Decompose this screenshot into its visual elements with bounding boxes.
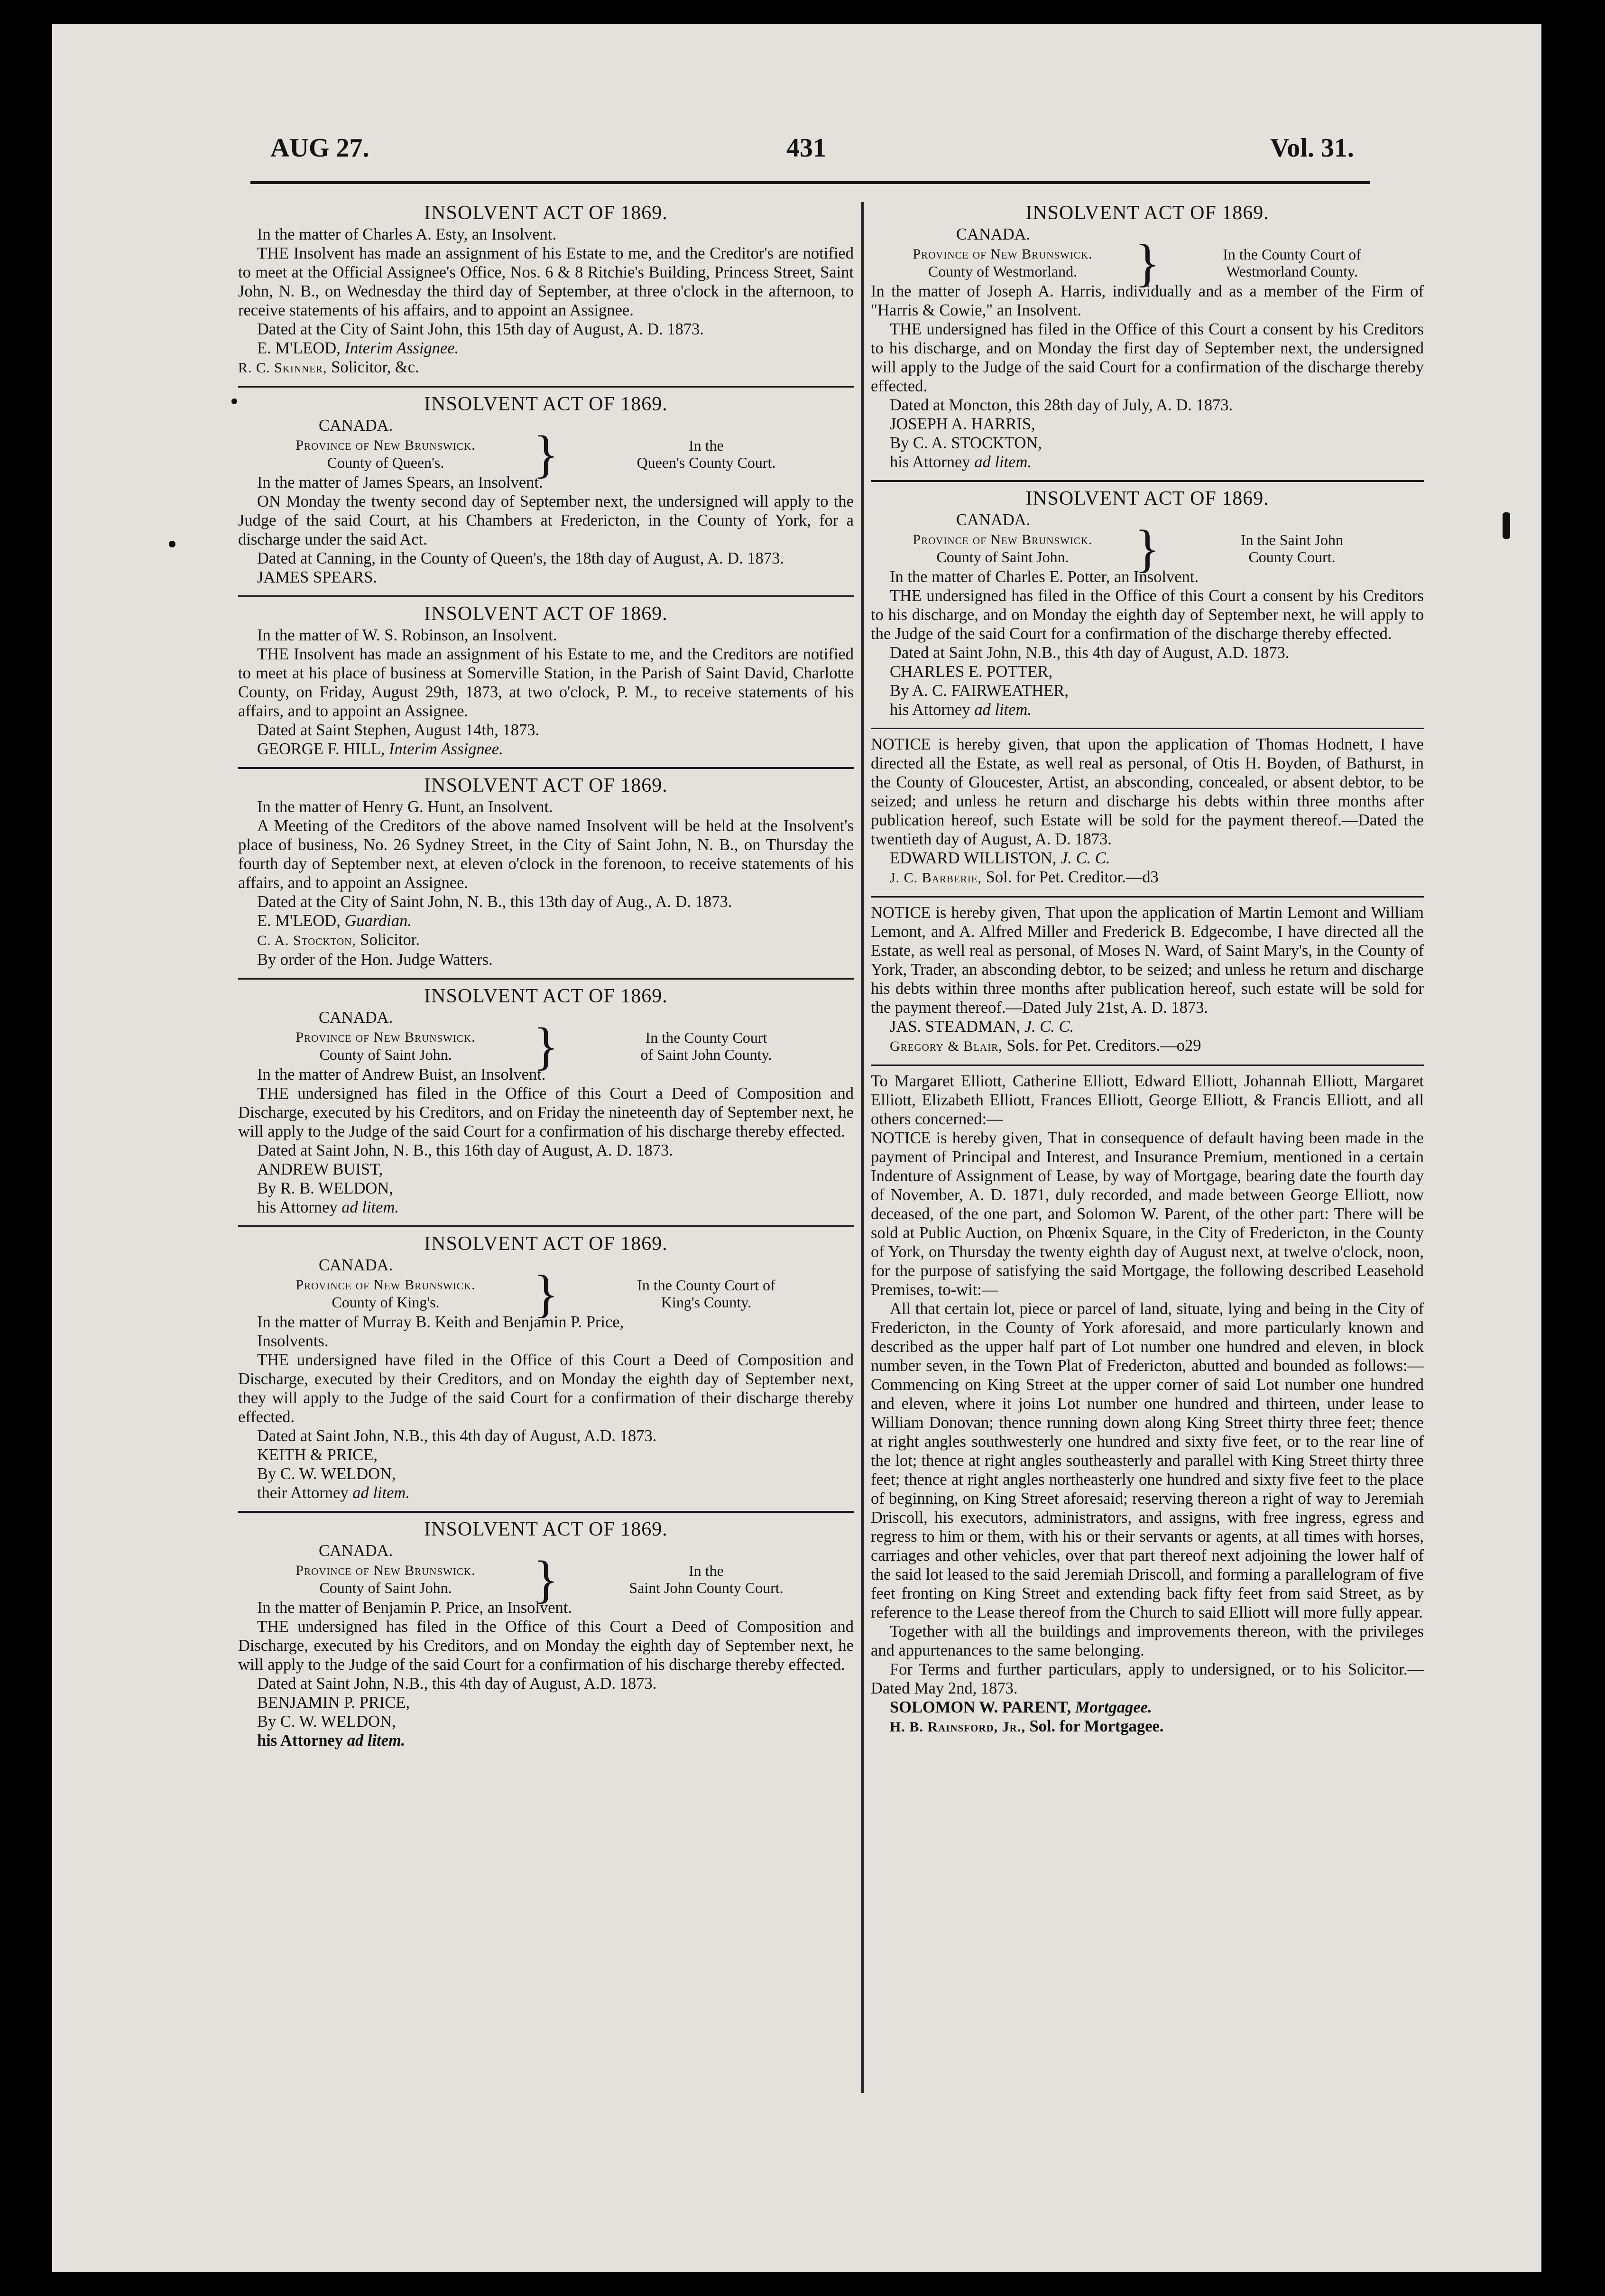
- notice-canada: CANADA.: [956, 225, 1031, 243]
- attorney-label: his Attorney: [890, 701, 970, 719]
- notice-title: INSOLVENT ACT OF 1869.: [424, 202, 668, 224]
- notice-matter: In the matter of Henry G. Hunt, an Insolvent.: [257, 798, 553, 816]
- signer-name: GEORGE F. HILL,: [257, 740, 385, 758]
- ink-speck: [231, 398, 237, 404]
- notice-matter: In the matter of W. S. Robinson, an Insolvent.: [257, 626, 557, 644]
- notice-body: NOTICE is hereby given, that upon the application of Thomas Hodnett, I have directed all the Estate, as well real as personal, of Otis H. Boyden, of Bathurst, in the County of Gloucester, Artist, an absconding, concealed, or absent debtor, to be seized; and unless he return and discharge his debts within three months after publication hereof, such Estate will be sold for the payment thereof.—Dated the twentieth day of August, A. D. 1873.: [871, 735, 1424, 848]
- notice-solicitor: [238, 930, 854, 950]
- notice-body: THE Insolvent has made an assignment of his Estate to me, and the Creditors are notified to meet at his place of business at Somerville Station, in the Parish of Saint David, Charlotte County, on Friday, August 29th, 1873, at two o'clock, P. M., to receive statements of his affairs, and to appoint an Assignee.: [238, 645, 854, 720]
- notice-signature: JOSEPH A. HARRIS,: [890, 415, 1035, 433]
- notice-canada: CANADA.: [319, 1256, 393, 1274]
- court-label: In the County Court of: [637, 1277, 775, 1294]
- notice-body: THE undersigned has filed in the Office of this Court a Deed of Composition and Discharge, executed by his Creditors, and on Friday the nineteenth day of September next, he will apply to the Judge of the said Court for a confirmation of his discharge thereby effected.: [238, 1084, 854, 1140]
- notice-matter: In the matter of Benjamin P. Price, an Insolvent.: [257, 1599, 572, 1617]
- signer-name: E. M'LEOD,: [257, 912, 341, 930]
- solicitor-name: J. C. Barberie,: [890, 870, 982, 886]
- notice-body: THE undersigned have filed in the Office of this Court a Deed of Composition and Discharge, executed by their Creditors, and on Monday the eighth day of September next, they will apply to the Judge of the said Court for a confirmation of their discharge thereby effected.: [238, 1351, 854, 1426]
- signer-role: Interim Assignee.: [389, 740, 503, 758]
- notice-esty: [238, 202, 854, 378]
- notice-dated: Dated at Saint John, N.B., this 4th day of August, A.D. 1873.: [257, 1675, 657, 1693]
- signer-name: JAS. STEADMAN,: [890, 1018, 1021, 1036]
- notice-separator: [238, 386, 854, 388]
- brace-glyph: }: [533, 1265, 559, 1323]
- notice-dated: Dated at Saint Stephen, August 14th, 1873.: [257, 721, 540, 739]
- notice-attorney: [238, 1731, 854, 1750]
- notice-matter: In the matter of James Spears, an Insolvent.: [257, 473, 543, 491]
- notice-spears: [238, 393, 854, 587]
- brace-glyph: }: [1135, 234, 1160, 292]
- county-label: County of Queen's.: [327, 454, 444, 471]
- notice-body: THE Insolvent has made an assignment of his Estate to me, and the Creditor's are notified to meet at the Official Assignee's Office, Nos. 6 & 8 Ritchie's Building, Princess Street, Saint John, N. B., on Wednesday the third day of September, at three o'clock in the afternoon, to receive statements of his affairs, and to appoint an Assignee.: [238, 244, 854, 319]
- page-date: AUG 27.: [270, 133, 369, 163]
- signer-role: J. C. C.: [1060, 849, 1110, 867]
- solicitor-name: H. B. Rainsford, Jr.,: [890, 1719, 1025, 1735]
- notice-attorney: [238, 1198, 854, 1217]
- notice-matter: In the matter of Andrew Buist, an Insolvent.: [257, 1065, 546, 1083]
- notice-canada: CANADA.: [319, 1542, 393, 1560]
- right-column: [871, 202, 1424, 1737]
- county-label: County of Saint John.: [319, 1046, 452, 1063]
- ad-litem: ad litem.: [974, 453, 1032, 471]
- notice-title: INSOLVENT ACT OF 1869.: [1025, 202, 1269, 224]
- notice-signature: [871, 849, 1424, 868]
- court-label: In the: [689, 437, 724, 454]
- brace-glyph: }: [533, 425, 559, 483]
- county-label: County of Saint John.: [319, 1579, 452, 1596]
- notice-attorney: [238, 1483, 854, 1502]
- notice-body: A Meeting of the Creditors of the above named Insolvent will be held at the Insolvent's place of business, No. 26 Sydney Street, in the City of Saint John, N. B., on Thursday the fourth day of September next, at eleven o'clock in the forenoon, to receive statements of his affairs, and to appoint an Assignee.: [238, 817, 854, 892]
- ad-litem: ad litem.: [974, 701, 1032, 719]
- solicitor-role: Solicitor.: [360, 931, 420, 949]
- notice-keith-price: [238, 1233, 854, 1502]
- notice-dated: Dated at Saint John, N.B., this 4th day of August, A.D. 1873.: [890, 644, 1290, 662]
- notice-harris: [871, 202, 1424, 472]
- solicitor-name: R. C. Skinner,: [238, 360, 327, 376]
- notice-matter: In the matter of Charles A. Esty, an Insolvent.: [257, 225, 557, 243]
- header-rule: [250, 181, 1370, 184]
- province-label: Province of New Brunswick.: [913, 532, 1093, 547]
- province-label: Province of New Brunswick.: [295, 1563, 476, 1578]
- notice-body: THE undersigned has filed in the Office of this Court a consent by his Creditors to his discharge, and on Monday the eighth day of September next, he will apply to the Judge of the said Court for a confirmation of the discharge thereby effected.: [871, 587, 1424, 643]
- notice-canada: CANADA.: [956, 511, 1031, 529]
- court-name: Saint John County Court.: [629, 1579, 784, 1596]
- ink-speck: [169, 541, 175, 547]
- notice-matter-cont: Insolvents.: [257, 1332, 329, 1350]
- notice-dated: Dated at Canning, in the County of Queen's, the 18th day of August, A. D. 1873.: [257, 549, 784, 567]
- notice-terms: For Terms and further particulars, apply to undersigned, or to his Solicitor.—Dated May 2nd, 1873.: [871, 1660, 1424, 1697]
- notice-title: INSOLVENT ACT OF 1869.: [424, 393, 668, 415]
- province-label: Province of New Brunswick.: [295, 437, 476, 453]
- notice-signature: JAMES SPEARS.: [257, 568, 378, 586]
- notice-matter: In the matter of Joseph A. Harris, individually and as a member of the Firm of "Harris & Cowie," an Insolvent.: [871, 282, 1424, 319]
- court-label: In the County Court: [645, 1029, 767, 1046]
- attorney-label: his Attorney: [890, 453, 970, 471]
- ad-litem: ad litem.: [347, 1731, 406, 1750]
- notice-potter: [871, 488, 1424, 719]
- notice-solicitor: [871, 1036, 1424, 1056]
- court-name: King's County.: [661, 1294, 752, 1311]
- notice-body: THE undersigned has filed in the Office of this Court a consent by his Creditors to his discharge, and on Monday the first day of September next, the undersigned will apply to the Judge of the said Court for a confirmation of the discharge thereby effected.: [871, 320, 1424, 395]
- attorney-label: their Attorney: [257, 1484, 349, 1502]
- page-number: 431: [786, 133, 826, 163]
- notice-title: INSOLVENT ACT OF 1869.: [424, 985, 668, 1007]
- solicitor-role: Sol. for Mortgagee.: [1029, 1717, 1164, 1735]
- notice-matter: In the matter of Charles E. Potter, an Insolvent.: [890, 568, 1199, 586]
- solicitor-name: C. A. Stockton,: [257, 933, 356, 948]
- notice-title: INSOLVENT ACT OF 1869.: [424, 1518, 668, 1540]
- ink-speck: [1503, 512, 1510, 539]
- solicitor-role: Sols. for Pet. Creditors.—o29: [1006, 1037, 1201, 1055]
- notice-attorney: [871, 453, 1424, 472]
- notice-dated: Dated at Saint John, N. B., this 16th day of August, A. D. 1873.: [257, 1141, 673, 1159]
- notice-title: INSOLVENT ACT OF 1869.: [424, 1233, 668, 1255]
- notice-signature: [871, 1698, 1424, 1717]
- signer-role: Mortgagee.: [1075, 1698, 1152, 1716]
- notice-body: THE undersigned has filed in the Office of this Court a Deed of Composition and Discharge, executed by his Creditors, and on Monday the eighth day of September next, he will apply to the Judge of the said Court for a confirmation of his discharge thereby effected.: [238, 1618, 854, 1674]
- notice-signature: KEITH & PRICE,: [257, 1446, 378, 1464]
- province-label: Province of New Brunswick.: [295, 1029, 476, 1045]
- attorney-label: his Attorney: [257, 1731, 343, 1750]
- county-label: County of King's.: [332, 1294, 440, 1311]
- notice-signature: [238, 339, 854, 358]
- court-label: In the Saint John: [1241, 531, 1343, 548]
- notice-lemont: [871, 903, 1424, 1056]
- province-label: Province of New Brunswick.: [913, 246, 1093, 262]
- brace-glyph: }: [533, 1017, 559, 1075]
- ad-litem: ad litem.: [352, 1484, 410, 1502]
- notice-solicitor: [238, 358, 854, 378]
- notice-signature: ANDREW BUIST,: [257, 1160, 383, 1178]
- attorney-label: his Attorney: [257, 1198, 338, 1216]
- notice-dated: Dated at the City of Saint John, N. B., this 13th day of Aug., A. D. 1873.: [257, 893, 732, 911]
- court-label: In the: [689, 1562, 724, 1579]
- notice-dated: Dated at Moncton, this 28th day of July, A. D. 1873.: [890, 396, 1233, 414]
- notice-signature: [871, 1017, 1424, 1036]
- court-name: Westmorland County.: [1226, 263, 1358, 280]
- court-name: County Court.: [1248, 548, 1336, 565]
- notice-order: By order of the Hon. Judge Watters.: [257, 951, 493, 969]
- notice-title: INSOLVENT ACT OF 1869.: [1025, 488, 1269, 509]
- notice-title: INSOLVENT ACT OF 1869.: [424, 603, 668, 625]
- court-name: Queen's County Court.: [636, 454, 776, 471]
- notice-title: INSOLVENT ACT OF 1869.: [424, 775, 668, 796]
- notice-together: Together with all the buildings and improvements thereon, with the privileges and appurtenances to the same belonging.: [871, 1622, 1424, 1659]
- left-column: [238, 202, 854, 1750]
- notice-dated: Dated at the City of Saint John, this 15th day of August, A. D. 1873.: [257, 320, 704, 338]
- notice-body: NOTICE is hereby given, That upon the application of Martin Lemont and William Lemont, and A. Alfred Miller and Frederick B. Edgecombe, I have directed all the Estate, as well real as personal, of Moses N. Ward, of Saint Mary's, in the County of York, Trader, an absconding debtor, to be seized; and unless he return and discharge his debts within three months after publication hereof, such estate will be sold for the payment thereof.—Dated July 21st, A. D. 1873.: [871, 904, 1424, 1017]
- signer-name: EDWARD WILLISTON,: [890, 849, 1057, 867]
- notice-solicitor: [871, 868, 1424, 888]
- notice-attorney: [871, 700, 1424, 719]
- notice-elliott: [871, 1072, 1424, 1737]
- notice-separator: [238, 978, 854, 980]
- solicitor-name: Gregory & Blair,: [890, 1038, 1003, 1054]
- notice-addressees: To Margaret Elliott, Catherine Elliott, Edward Elliott, Johannah Elliott, Margaret Elliott, Elizabeth Elliott, Frances Elliott, George Elliott, & Francis Elliott, and all others concerned:—: [871, 1072, 1424, 1128]
- notice-attorney-by: By C. W. WELDON,: [257, 1713, 396, 1731]
- notice-signature: [238, 911, 854, 930]
- signer-role: Guardian.: [344, 912, 412, 930]
- gazette-page: [52, 24, 1541, 2272]
- brace-glyph: }: [533, 1550, 559, 1608]
- notice-robinson: [238, 603, 854, 759]
- notice-separator: [871, 480, 1424, 482]
- notice-solicitor: [871, 1717, 1424, 1737]
- brace-glyph: }: [1135, 519, 1160, 577]
- court-name: of Saint John County.: [640, 1046, 772, 1063]
- notice-separator: [871, 728, 1424, 729]
- notice-separator: [238, 595, 854, 597]
- notice-hodnett: [871, 735, 1424, 888]
- notice-body: NOTICE is hereby given, That in consequence of default having been made in the payment of Principal and Interest, and Insurance Premium, mentioned in a certain Indenture of Assignment of Lease, by way of Mortgage, bearing date the fourth day of November, A. D. 1871, duly recorded, and made between George Elliott, now deceased, of the one part, and Solomon W. Parent, of the other part: There will be sold at Public Auction, on Phœnix Square, in the City of Fredericton, in the County of York, on Thursday the twenty eighth day of August next, at twelve o'clock, noon, for the purpose of satisfying the said Mortgage, the following described Leasehold Premises, to-wit:—: [871, 1129, 1424, 1299]
- province-label: Province of New Brunswick.: [295, 1277, 476, 1293]
- notice-attorney-by: By C. W. WELDON,: [257, 1465, 396, 1483]
- signer-role: J. C. C.: [1024, 1018, 1074, 1036]
- notice-signature: BENJAMIN P. PRICE,: [257, 1694, 410, 1712]
- signer-name: SOLOMON W. PARENT,: [890, 1698, 1071, 1716]
- county-label: County of Westmorland.: [928, 263, 1078, 280]
- notice-matter: In the matter of Murray B. Keith and Benjamin P. Price,: [257, 1313, 624, 1331]
- signer-name: E. M'LEOD,: [257, 339, 341, 357]
- volume-number: Vol. 31.: [1270, 133, 1354, 163]
- ad-litem: ad litem.: [341, 1198, 399, 1216]
- notice-canada: CANADA.: [319, 417, 393, 435]
- notice-signature: CHARLES E. POTTER,: [890, 663, 1053, 681]
- notice-separator: [871, 896, 1424, 898]
- notice-canada: CANADA.: [319, 1009, 393, 1027]
- notice-description: All that certain lot, piece or parcel of land, situate, lying and being in the City of Fredericton, in the County of York aforesaid, and more particularly known and described as the upper half part of Lot number one hundred and eleven, in block number seven, in the Town Plat of Fredericton, abutted and bounded as follows:—Commencing on King Street at the upper corner of said Lot number one hundred and eleven, where it joins Lot number one hundred and thirteen, under lease to William Donovan; thence running down along King Street thirty three feet; thence at right angles southwesterly one hundred and sixty five feet, or to the rear line of the lot; thence at right angles southeasterly and parallel with King Street thirty three feet; thence at right angles northeasterly one hundred and sixty five feet to the place of beginning, on King Street aforesaid; reserving thereon a right of way to Jeremiah Driscoll, his executors, administrators, and assigns, with free ingress, egress and regress to him or them, with his or their servants or agents, at all times with horses, carriages and other vehicles, over that part thereof next adjoining the lower half of the said lot leased to the said Jeremiah Driscoll, and forming a parallelogram of five feet fronting on King Street and extending back fifty feet from said Street, as by reference to the Lease thereof from the Church to said Elliott will more fully appear.: [871, 1300, 1424, 1621]
- solicitor-role: Sol. for Pet. Creditor.—d3: [986, 868, 1159, 886]
- notice-price: [238, 1518, 854, 1750]
- column-divider: [861, 202, 864, 2093]
- notice-attorney-by: By R. B. WELDON,: [257, 1179, 393, 1197]
- notice-hunt: [238, 775, 854, 969]
- notice-dated: Dated at Saint John, N.B., this 4th day of August, A.D. 1873.: [257, 1427, 657, 1445]
- notice-buist: [238, 985, 854, 1217]
- solicitor-role: Solicitor, &c.: [331, 358, 419, 376]
- notice-separator: [238, 767, 854, 769]
- county-label: County of Saint John.: [936, 548, 1069, 565]
- notice-separator: [238, 1225, 854, 1227]
- notice-attorney-by: By C. A. STOCKTON,: [890, 434, 1042, 452]
- notice-separator: [871, 1065, 1424, 1066]
- notice-separator: [238, 1511, 854, 1513]
- signer-role: Interim Assignee.: [344, 339, 459, 357]
- notice-body: ON Monday the twenty second day of September next, the undersigned will apply to the Judge of the said Court, at his Chambers at Fredericton, in the County of York, for a discharge under the said Act.: [238, 492, 854, 548]
- notice-attorney-by: By A. C. FAIRWEATHER,: [890, 682, 1069, 700]
- court-label: In the County Court of: [1223, 246, 1361, 263]
- notice-signature: [238, 740, 854, 759]
